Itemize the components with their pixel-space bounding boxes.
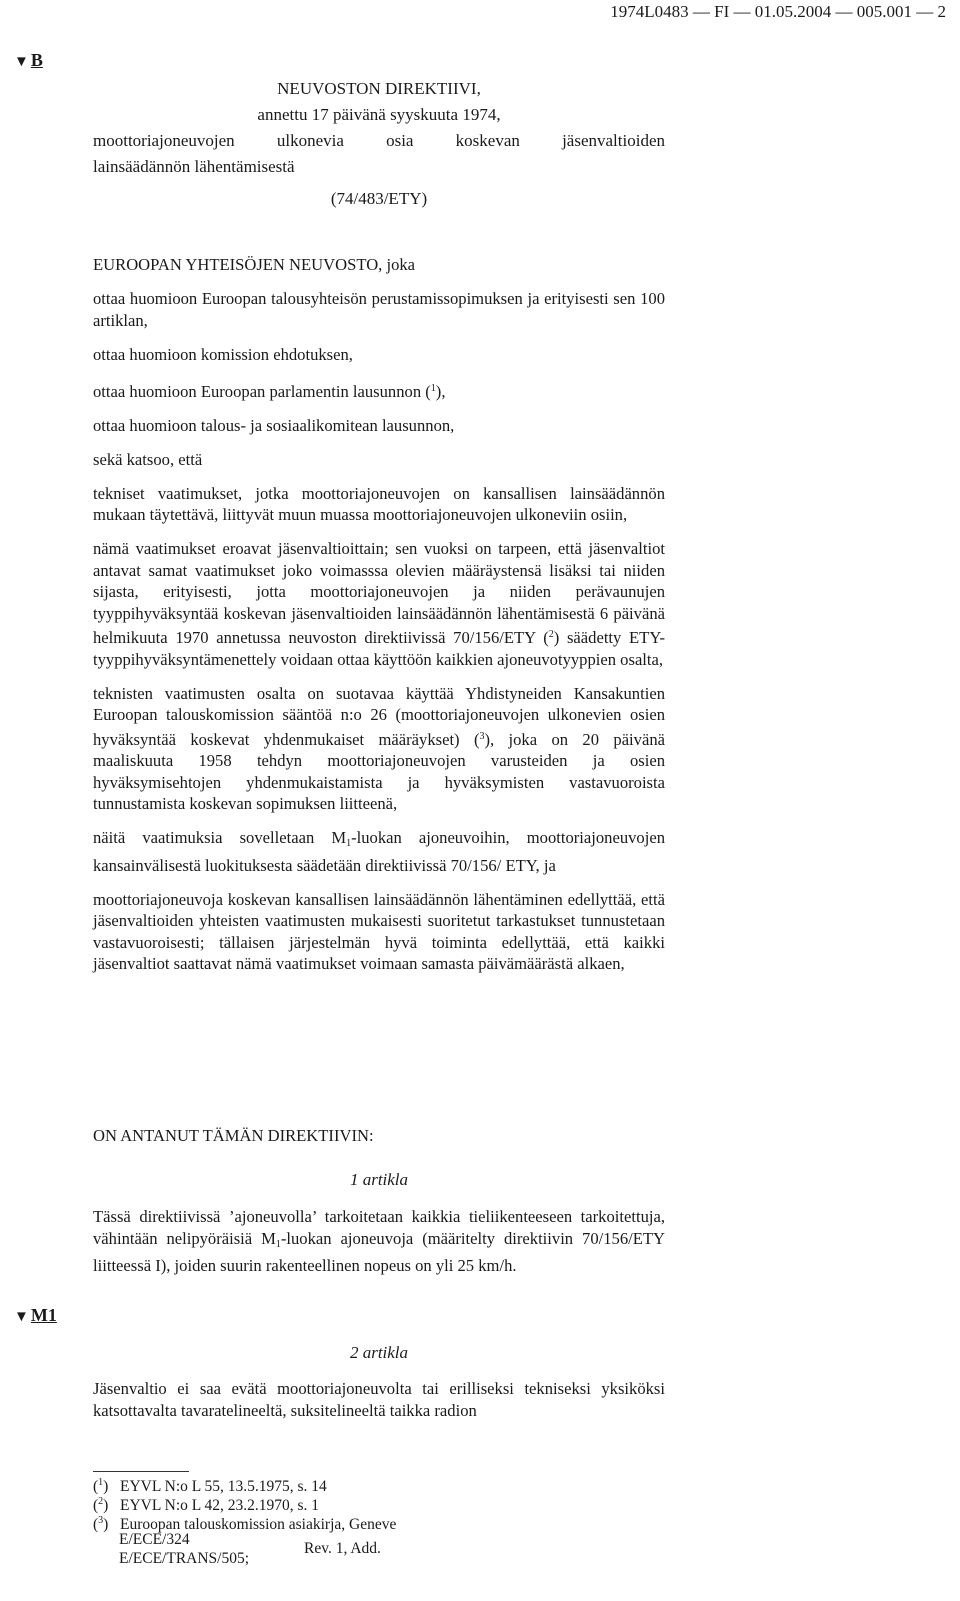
recitals-intro: sekä katsoo, että <box>93 449 203 469</box>
article-1-text: Tässä direktiivissä ’ajoneuvolla’ tarkoitetaan kaikkia tieliikenteeseen tarkoitettuja, vähintään nelipyöräisiä $M_1$-luokan ajoneuvoja (määritelty direktiivin 70/156/ETY liitteessä I), joiden suurin rakenteellinen nopeus on yli 25 km/h. <box>93 1207 666 1275</box>
title-line-2: annettu 17 päivänä syyskuuta 1974, <box>257 105 501 124</box>
triangle-down-icon: ▼ <box>14 1309 29 1325</box>
recital-2: nämä vaatimukset eroavat jäsenvaltioittain; sen vuoksi on tarpeen, että jäsenvaltiot antavat samat vaatimukset joko voimasssa olevien määräystensä lisäksi tai niiden sijasta, erityisesti, jotta moottoriajoneuvojen ja niiden perävaunujen tyyppihyväksyntää koskevan jäsenvaltioiden lainsäädännön lähentämisestä 6 päivänä helmikuuta 1970 annetussa neuvoston direktiivissä 70/156/ETY ($^2$) säädetty ETY-tyyppihyväksyntämenettely voidaan ottaa käyttöön kaikkien ajoneuvotyyppien osalta, <box>93 539 665 669</box>
citation-ecosoc: ottaa huomioon talous- ja sosiaalikomitean lausunnon, <box>93 415 455 435</box>
amendment-marker-b <box>14 50 43 71</box>
footnote-separator <box>93 1471 189 1472</box>
amendment-marker-m1 <box>14 1305 57 1326</box>
article-2-heading: 2 artikla <box>349 1343 409 1362</box>
article-2-text: Jäsenvaltio ei saa evätä moottoriajoneuvolta tai erilliseksi tekniseksi yksiköksi katsottavalta tavaratelineeltä, suksitelineeltä taikka radion <box>93 1379 665 1420</box>
footnote-3-doc-b: E/ECE/TRANS/505; <box>119 1550 250 1567</box>
title-line-4: lainsäädännön lähentämisestä <box>93 157 295 176</box>
preamble-intro: EUROOPAN YHTEISÖJEN NEUVOSTO, joka <box>93 255 416 274</box>
citation-commission: ottaa huomioon komission ehdotuksen, <box>93 344 353 364</box>
document-header: 1974L0483 — FI — 01.05.2004 — 005.001 — 2 <box>610 2 946 21</box>
title-line-3: moottoriajoneuvojen ulkonevia osia koskevan jäsenvaltioiden <box>93 131 665 150</box>
adopted-statement: ON ANTANUT TÄMÄN DIREKTIIVIN: <box>93 1126 374 1145</box>
footnote-3: ($^3$) Euroopan talouskomission asiakirja, Geneve <box>93 1515 397 1533</box>
footnote-ref-3: 3 <box>479 730 485 742</box>
title-line-1: NEUVOSTON DIREKTIIVI, <box>277 79 481 98</box>
footnote-3-revision: Rev. 1, Add. <box>304 1540 381 1557</box>
footnote-2: ($^2$) EYVL N:o L 42, 23.2.1970, s. 1 <box>93 1496 320 1514</box>
article-1-heading: 1 artikla <box>349 1170 409 1189</box>
footnote-3-doc-a: E/ECE/324 <box>119 1531 190 1548</box>
footnote-1: ($^1$) EYVL N:o L 55, 13.5.1975, s. 14 <box>93 1477 327 1495</box>
footnote-ref-2: 2 <box>548 629 554 640</box>
recital-4: näitä vaatimuksia sovelletaan $M_1$-luokan ajoneuvoihin, moottoriajoneuvojen kansainvälisestä luokituksesta säädetään direktiivissä 70/156/ ETY, ja <box>93 828 665 875</box>
marker-label-b: B <box>30 50 43 70</box>
triangle-down-icon: ▼ <box>14 54 29 70</box>
recital-1: tekniset vaatimukset, jotka moottoriajoneuvojen on kansallisen lainsäädännön mukaan täytettävä, liittyvät muun muassa moottoriajoneuvojen ulkoneviin osiin, <box>93 483 665 524</box>
recital-5: moottoriajoneuvoja koskevan kansallisen lainsäädännön lähentäminen edellyttää, että jäsenvaltioiden yhteisten vaatimusten mukaisesti suoritetut tarkastukset tunnustetaan vastavuoroisesti; tällaisen järjestelmän hyvä toiminta edellyttää, että kaikki jäsenvaltiot saattavat nämä vaatimukset voimaan samasta päivämäärästä alkaen, <box>93 889 665 973</box>
title-reference: (74/483/ETY) <box>330 189 428 208</box>
citation-treaty: ottaa huomioon Euroopan talousyhteisön perustamissopimuksen ja erityisesti sen 100 artiklan, <box>93 289 665 330</box>
recital-3: teknisten vaatimusten osalta on suotavaa käyttää Yhdistyneiden Kansakuntien Euroopan talouskomission sääntöä n:o 26 (moottoriajoneuvojen ulkonevien osien hyväksyntää koskevat yhdenmukaiset määräykset) ($^3$), joka on 20 päivänä maaliskuuta 1958 tehdyn moottoriajoneuvojen varusteiden ja osien hyväksymisehtojen yhdenmukaistamista ja hyväksymisten vastavuoroista tunnustamista koskevan sopimuksen liitteenä, <box>93 683 665 813</box>
marker-label-m1: M1 <box>30 1305 57 1325</box>
footnote-ref-1: 1 <box>430 382 436 394</box>
preamble <box>93 254 665 987</box>
citation-parliament: ottaa huomioon Euroopan parlamentin lausunnon ($^1$), <box>93 381 446 401</box>
directive-title <box>93 76 665 212</box>
